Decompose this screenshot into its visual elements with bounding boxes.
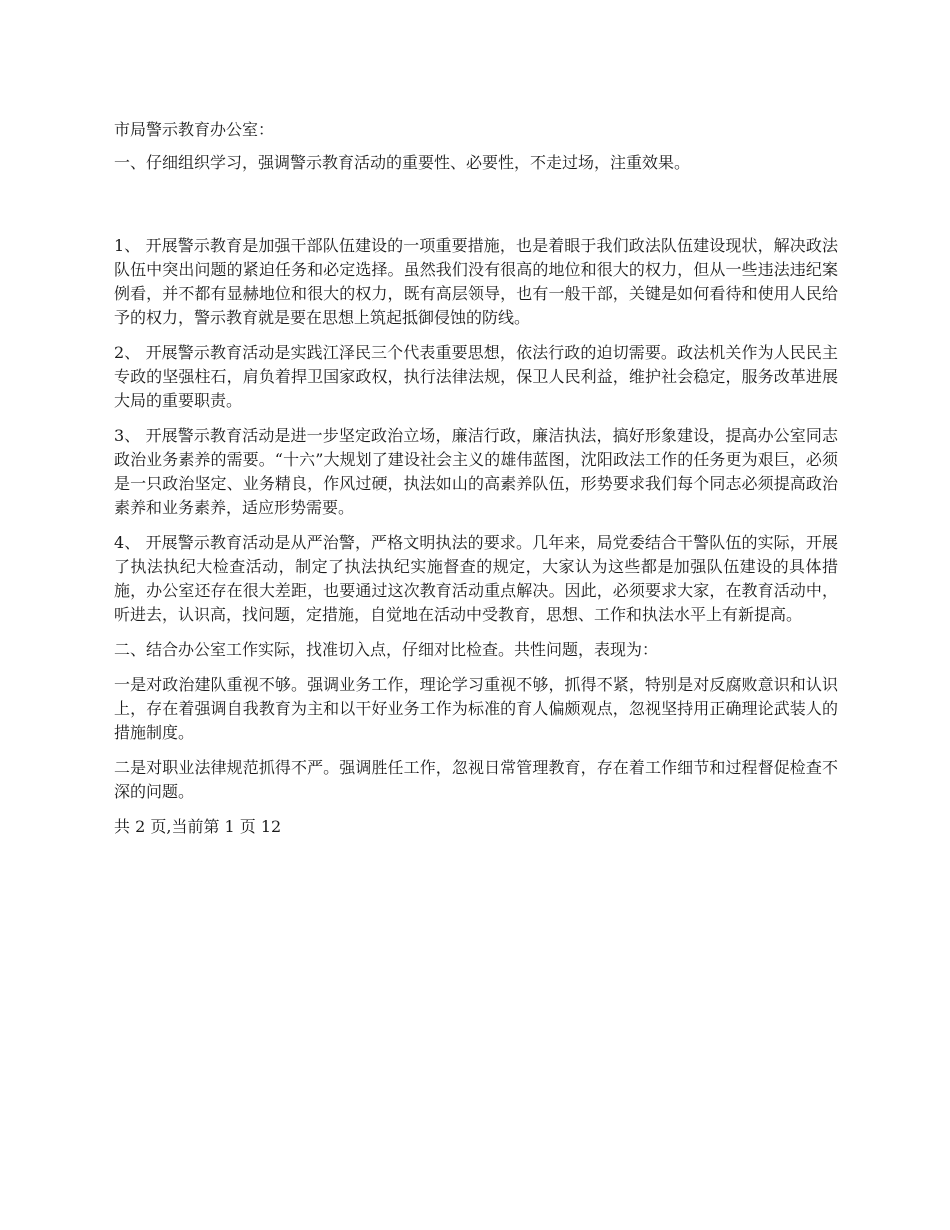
pagination-text: 共 2 页,当前第 1 页 12: [114, 817, 282, 836]
problem-one-paragraph: 一是对政治建队重视不够。强调业务工作，理论学习重视不够，抓得不紧，特别是对反腐败意识和认识上，存在着强调自我教育为主和以干好业务工作为标准的育人偏颇观点，忽视坚持用正确理论武装人的措施制度。: [114, 675, 838, 742]
point-paragraph-3: 3、 开展警示教育活动是进一步坚定政治立场，廉洁行政，廉洁执法，搞好形象建设，提高办公室同志政治业务素养的需要。“十六”大规划了建设社会主义的雄伟蓝图，沈阳政法工作的任务更为艰巨，必须是一只政治坚定、业务精良，作风过硬，执法如山的高素养队伍，形势要求我们每个同志必须提高政治素养和业务素养，适应形势需要。: [114, 426, 838, 517]
section-two-title: 二、结合办公室工作实际，找准切入点，仔细对比检查。共性问题，表现为：: [114, 640, 659, 659]
section-one-title: 一、仔细组织学习，强调警示教育活动的重要性、必要性，不走过场，注重效果。: [114, 153, 691, 172]
document-heading: 市局警示教育办公室：: [114, 120, 275, 139]
point-paragraph-1: 1、 开展警示教育是加强干部队伍建设的一项重要措施，也是着眼于我们政法队伍建设现状，解决政法队伍中突出问题的紧迫任务和必定选择。虽然我们没有很高的地位和很大的权力，但从一些违法违纪案例看，并不都有显赫地位和很大的权力，既有高层领导，也有一般干部，关键是如何看待和使用人民给予的权力，警示教育就是要在思想上筑起抵御侵蚀的防线。: [114, 236, 838, 327]
point-paragraph-4: 4、 开展警示教育活动是从严治警，严格文明执法的要求。几年来，局党委结合干警队伍的实际，开展了执法执纪大检查活动，制定了执法执纪实施督查的规定，大家认为这些都是加强队伍建设的具体措施，办公室还存在很大差距，也要通过这次教育活动重点解决。因此，必须要求大家，在教育活动中，听进去，认识高，找问题，定措施，自觉地在活动中受教育，思想、工作和执法水平上有新提高。: [114, 533, 838, 624]
spacer: [114, 186, 838, 234]
problem-two-paragraph: 二是对职业法律规范抓得不严。强调胜任工作，忽视日常管理教育，存在着工作细节和过程督促检查不深的问题。: [114, 758, 838, 801]
point-paragraph-2: 2、 开展警示教育活动是实践江泽民三个代表重要思想，依法行政的迫切需要。政法机关作为人民民主专政的坚强柱石，肩负着捍卫国家政权，执行法律法规，保卫人民利益，维护社会稳定，服务改革进展大局的重要职责。: [114, 343, 838, 410]
document-page: [114, 118, 838, 839]
